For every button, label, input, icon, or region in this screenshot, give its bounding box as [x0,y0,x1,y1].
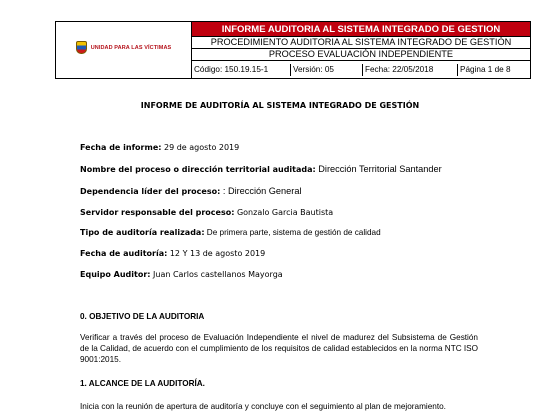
section-heading-scope: 1. ALCANCE DE LA AUDITORÍA. [80,379,205,388]
document-header-table [55,21,531,79]
field-label: Dependencia líder del proceso: [80,187,221,196]
header-version: Versión: 05 [291,64,363,76]
field-value: : Dirección General [220,186,302,196]
header-title: INFORME AUDITORIA AL SISTEMA INTEGRADO DE GESTION [192,22,531,37]
field-value: 12 Y 13 de agosto 2019 [167,249,266,258]
report-date-field [80,143,239,152]
section-text-scope: Inicia con la reunión de apertura de auditoría y concluye con el seguimiento al plan de mejoramiento. [80,402,446,411]
header-procedure: PROCEDIMIENTO AUDITORIA AL SISTEMA INTEGRADO DE GESTIÓN [192,37,530,49]
document-title: INFORME DE AUDITORÍA AL SISTEMA INTEGRADO DE GESTIÓN [140,101,420,110]
field-value: Juan Carlos castellanos Mayorga [150,270,283,279]
responsible-officer-field [80,208,333,217]
audit-team-field [80,270,283,279]
field-label: Tipo de auditoría realizada: [80,228,205,237]
header-code: Código: 150.19.15-1 [192,64,291,76]
field-label: Fecha de auditoría: [80,249,168,258]
field-value: De primera parte, sistema de gestión de calidad [204,228,381,237]
organization-logo [76,41,172,54]
header-meta-cell [192,61,531,79]
field-label: Equipo Auditor: [80,270,151,279]
field-value: Gonzalo Garcia Bautista [234,208,334,217]
lead-dependency-field [80,186,301,196]
audit-type-field [80,228,381,237]
header-meta-row [192,64,530,76]
audited-process-field [80,164,442,174]
section-heading-objective: 0. OBJETIVO DE LA AUDITORIA [80,312,205,321]
logo-text: UNIDAD PARA LAS VÍCTIMAS [90,44,172,51]
header-procedure-cell [192,37,531,61]
audit-date-field [80,249,265,258]
field-value: Dirección Territorial Santander [315,164,442,174]
header-process: PROCESO EVALUACIÓN INDEPENDIENTE [268,49,454,59]
header-date: Fecha: 22/05/2018 [363,64,458,76]
section-text-objective: Verificar a través del proceso de Evaluación Independiente el nivel de madurez del Subsistema de Gestión de la Calidad, de acuerdo con el cumplimiento de los requisitos de calidad establecidos en la norma NTC ISO 9001:2015. [80,333,478,364]
logo-cell [56,22,192,79]
header-page: Página 1 de 8 [460,64,511,74]
field-label: Servidor responsable del proceso: [80,208,235,217]
field-label: Nombre del proceso o dirección territorial auditada: [80,165,316,174]
coat-of-arms-icon [76,41,87,54]
field-label: Fecha de informe: [80,143,162,152]
field-value: 29 de agosto 2019 [161,143,240,152]
